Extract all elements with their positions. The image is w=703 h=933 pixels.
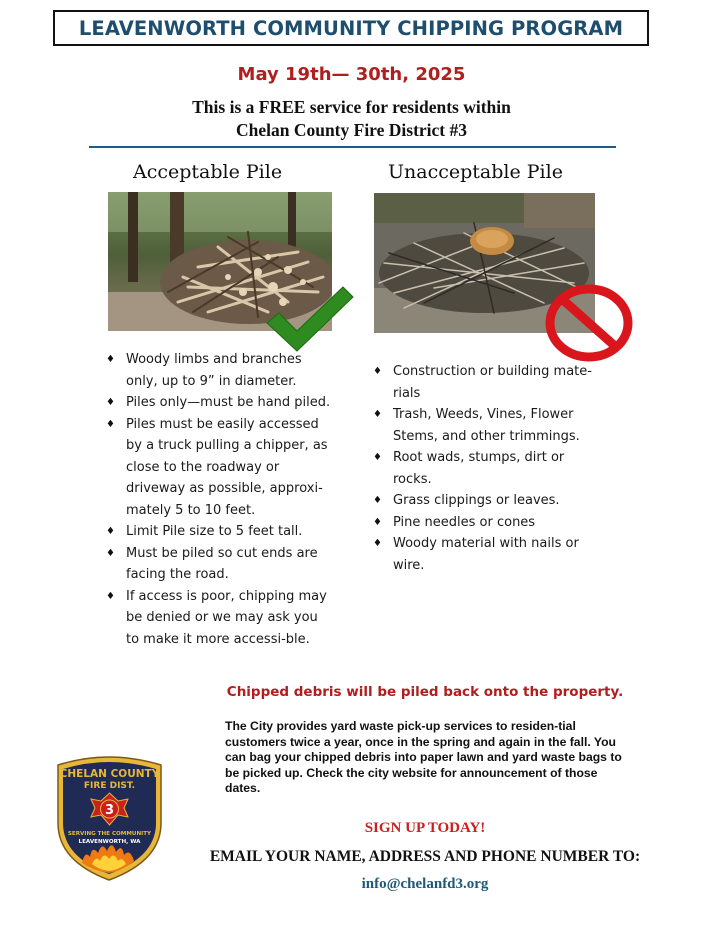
list-item: ♦ Must be piled so cut ends are facing the road. bbox=[106, 543, 331, 586]
chipped-debris-notice: Chipped debris will be piled back onto the property. bbox=[226, 684, 624, 700]
page-title: LEAVENWORTH COMMUNITY CHIPPING PROGRAM bbox=[78, 16, 624, 40]
unacceptable-list bbox=[373, 361, 593, 576]
header-divider bbox=[89, 146, 616, 148]
list-item: ♦ Limit Pile size to 5 feet tall. bbox=[106, 521, 331, 543]
list-item: ♦ Construction or building mate-rials bbox=[373, 361, 593, 404]
badge-mid-text: FIRE DIST. bbox=[83, 781, 136, 791]
program-dates: May 19th— 30th, 2025 bbox=[237, 64, 466, 85]
badge-serving-text: SERVING THE COMMUNITY bbox=[67, 831, 152, 837]
title-box bbox=[53, 10, 649, 46]
free-service-line-2: Chelan County Fire District #3 bbox=[235, 120, 468, 140]
badge-location-text: LEAVENWORTH, WA bbox=[78, 839, 141, 845]
list-item: ♦ If access is poor, chipping may be denied or we may ask you to make it more accessi-ble. bbox=[106, 586, 331, 651]
list-item: ♦ Trash, Weeds, Vines, Flower Stems, and other trimmings. bbox=[373, 404, 593, 447]
free-service-line-1: This is a FREE service for residents within bbox=[192, 97, 511, 117]
badge-number: 3 bbox=[104, 803, 115, 818]
list-item: ♦ Grass clippings or leaves. bbox=[373, 490, 593, 512]
list-item: ♦ Pine needles or cones bbox=[373, 512, 593, 534]
unacceptable-heading: Unacceptable Pile bbox=[388, 161, 563, 183]
prohibited-icon bbox=[543, 283, 635, 363]
list-item: ♦ Woody material with nails or wire. bbox=[373, 533, 593, 576]
acceptable-list bbox=[106, 349, 331, 650]
acceptable-heading: Acceptable Pile bbox=[133, 161, 283, 183]
list-item: ♦ Piles only—must be hand piled. bbox=[106, 392, 331, 414]
contact-email-link[interactable]: info@chelanfd3.org bbox=[361, 876, 489, 892]
city-yard-waste-notice: The City provides yard waste pick-up services to residen-tial customers twice a year, once in the spring and again in the fall. You can bag your chipped debris into paper lawn and yard waste bags to be picked up. Check the city website for announcement of those dates. bbox=[225, 719, 622, 795]
list-item: ♦ Piles must be easily accessed by a truck pulling a chipper, as close to the roadway or driveway as possible, approxi-mately 5 to 10 feet. bbox=[106, 414, 331, 522]
list-item: ♦ Root wads, stumps, dirt or rocks. bbox=[373, 447, 593, 490]
email-instruction: EMAIL YOUR NAME, ADDRESS AND PHONE NUMBER TO: bbox=[209, 848, 641, 865]
sign-up-heading: SIGN UP TODAY! bbox=[364, 820, 486, 836]
list-item: ♦ Woody limbs and branches only, up to 9” in diameter. bbox=[106, 349, 331, 392]
checkmark-icon bbox=[263, 283, 355, 355]
badge-top-text: CHELAN COUNTY bbox=[59, 768, 160, 780]
fire-district-badge bbox=[52, 753, 167, 883]
